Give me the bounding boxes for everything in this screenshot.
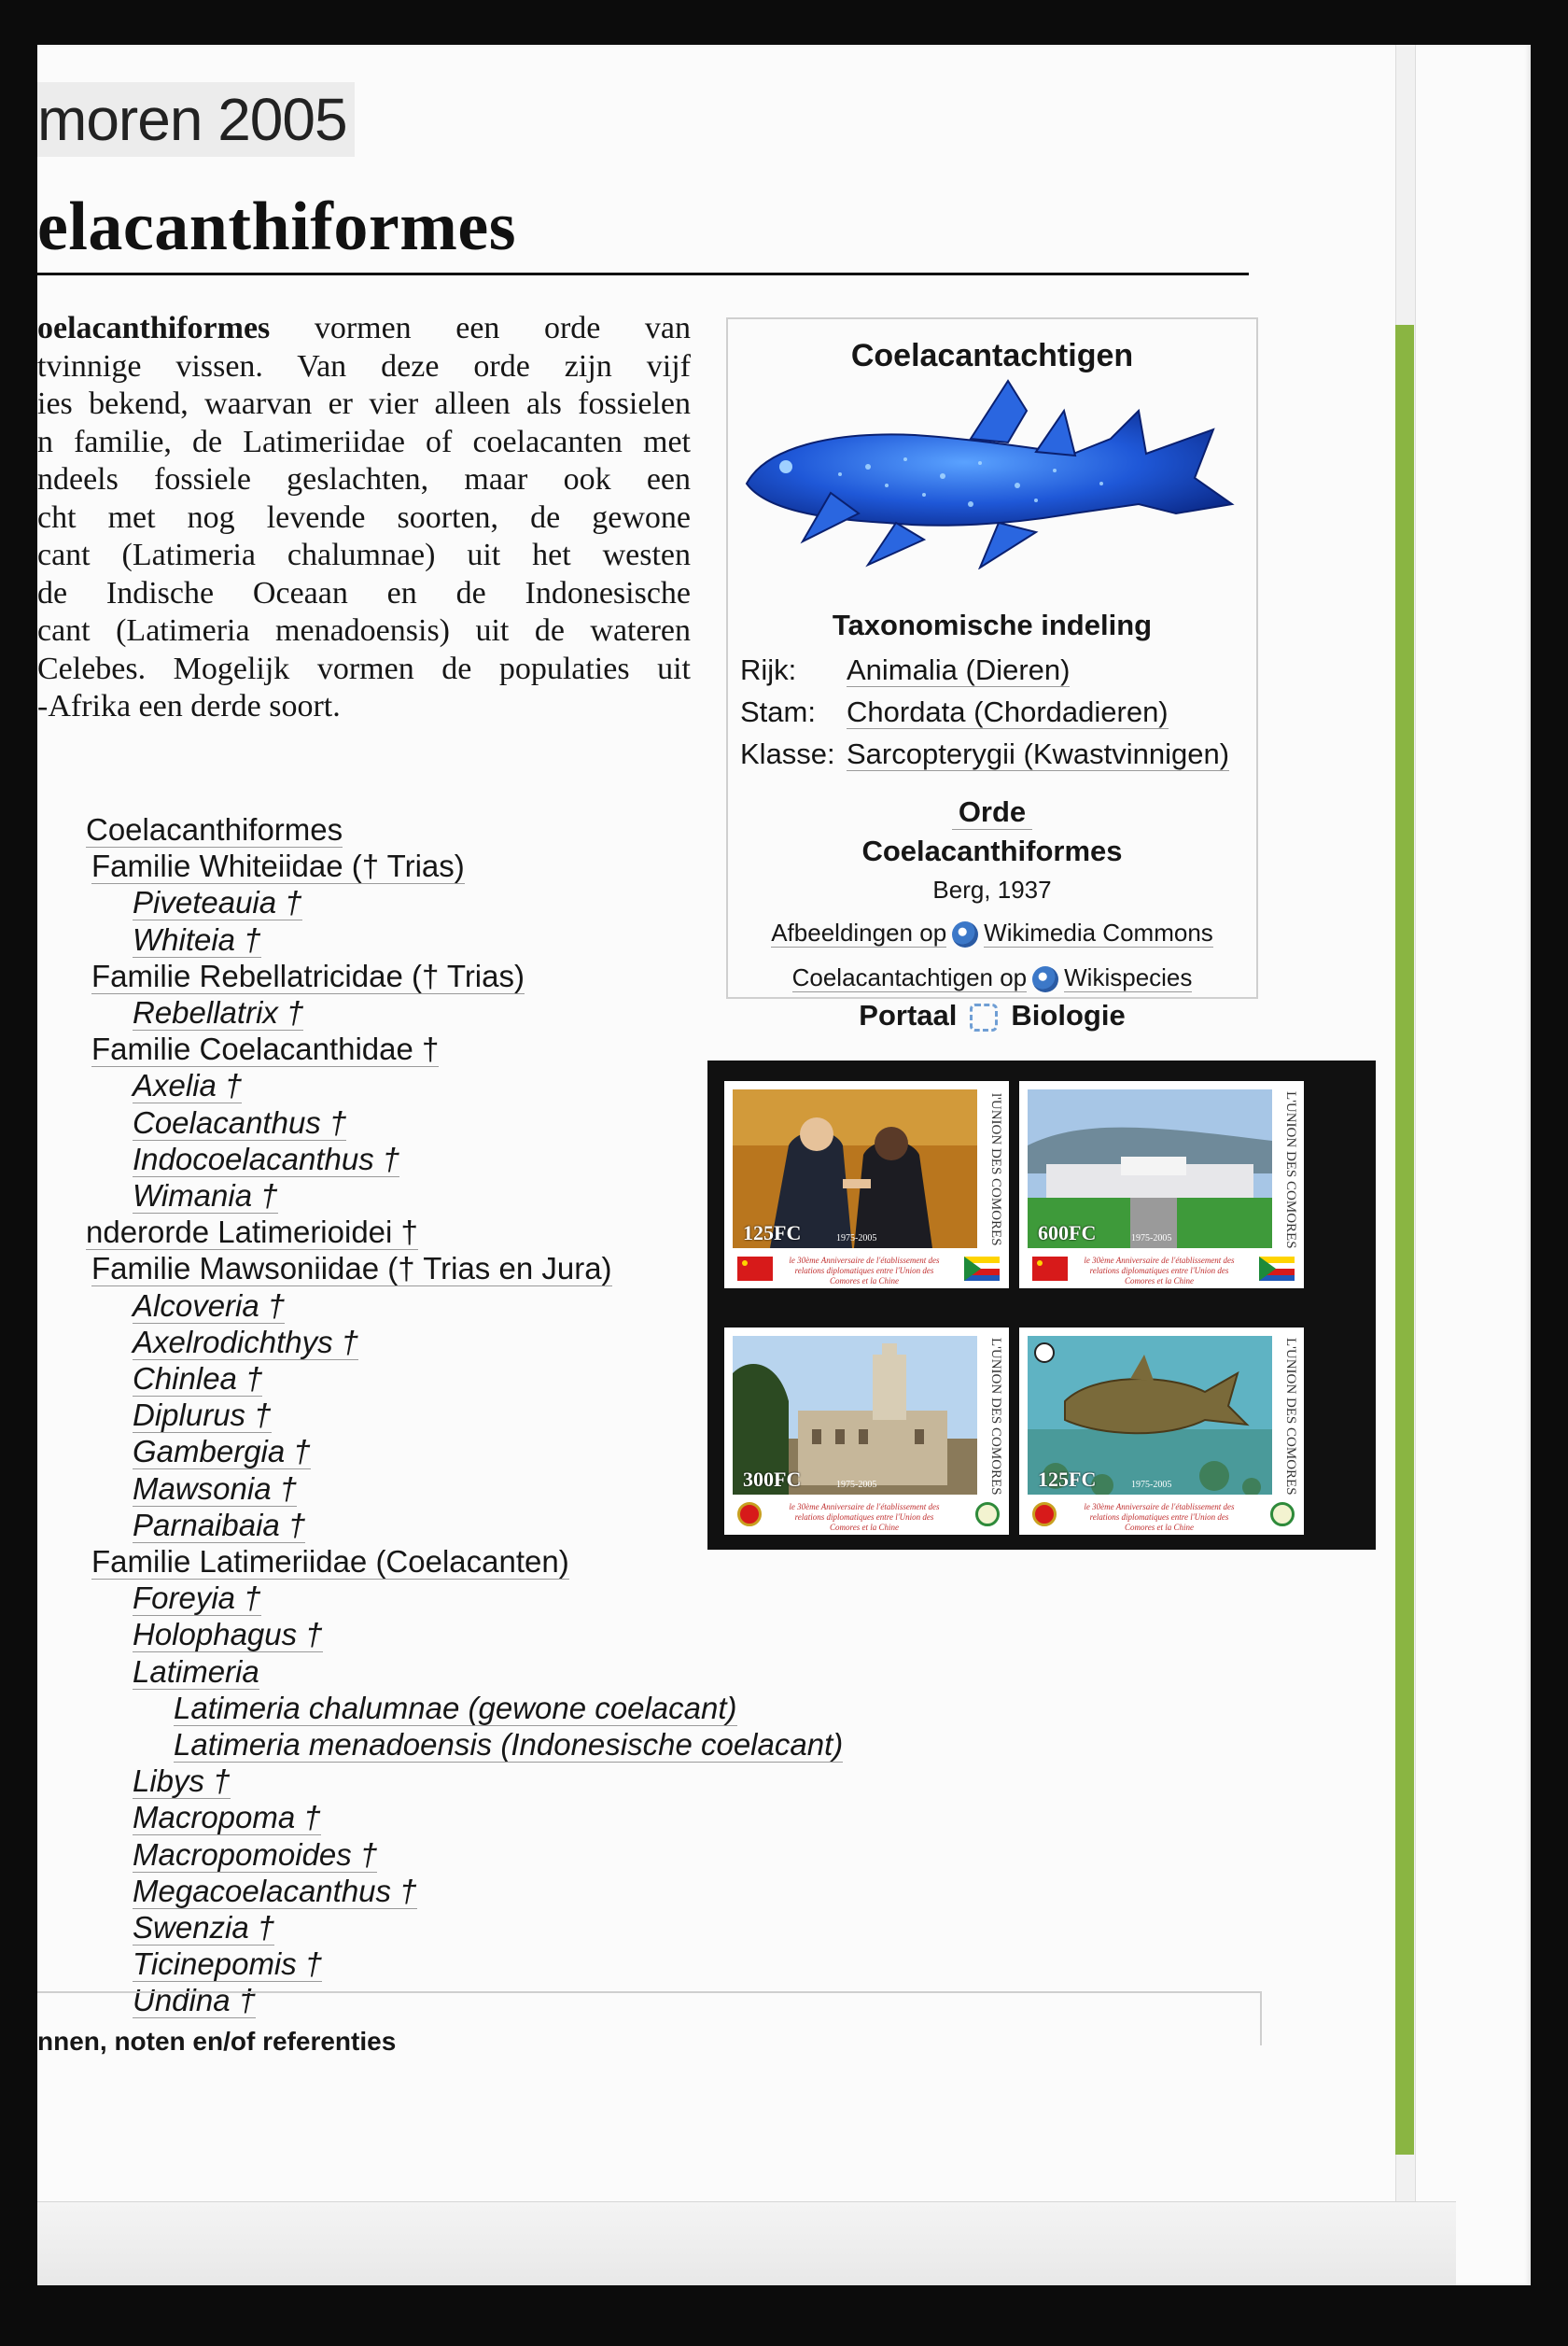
intro-text: n familie, de Latimeriidae of coelacanten met: [37, 424, 691, 459]
green-accent-bar: [1395, 325, 1414, 2155]
stamp-country: L'UNION DES COMORES: [988, 1337, 1003, 1496]
tree-item-label[interactable]: Mawsonia †: [133, 1470, 298, 1506]
wikispecies-link-pre[interactable]: Coelacantachtigen op: [791, 963, 1028, 991]
portal-link-row: [728, 999, 1256, 1033]
tree-item[interactable]: [133, 1471, 297, 1507]
tree-item[interactable]: [133, 995, 303, 1031]
commons-link[interactable]: Wikimedia Commons: [984, 919, 1213, 947]
tree-item-label[interactable]: Familie Latimeriidae (Coelacanten): [91, 1544, 569, 1579]
china-emblem-icon: [1032, 1502, 1057, 1526]
references-heading: nnen, noten en/of referenties: [37, 2027, 397, 2056]
intro-line: [37, 575, 691, 613]
tree-item-label[interactable]: Parnaibaia †: [133, 1507, 306, 1542]
stamp-block: [707, 1061, 1376, 1550]
taxobox: [726, 317, 1258, 1032]
tree-item-label[interactable]: Latimeria: [133, 1653, 259, 1689]
tree-item[interactable]: [133, 1178, 278, 1214]
intro-text: cant (Latimeria menadoensis) uit de wateren: [37, 613, 691, 648]
taxobox-orde-label[interactable]: Orde: [952, 795, 1032, 830]
intro-line: [37, 310, 691, 348]
tree-item-label[interactable]: Megacoelacanthus †: [133, 1873, 417, 1908]
stamp-country: L'UNION DES COMORES: [1283, 1090, 1298, 1249]
tree-item[interactable]: [133, 1325, 358, 1360]
taxobox-orde-name: Coelacanthiformes: [861, 835, 1123, 867]
taxobox-row-rijk: [740, 653, 1070, 687]
country-header: moren 2005: [37, 82, 355, 157]
puzzle-icon: [970, 1004, 998, 1032]
tree-item-label[interactable]: Axelrodichthys †: [133, 1324, 359, 1359]
tree-item[interactable]: [133, 1361, 262, 1397]
page-title: elacanthiformes: [37, 189, 517, 265]
tree-item-label[interactable]: Piveteauia †: [133, 885, 302, 920]
china-emblem-icon: [737, 1502, 762, 1526]
intro-text: vormen een orde van: [270, 311, 691, 345]
coelacanth-illustration: [728, 373, 1256, 569]
wikimedia-commons-icon: [952, 921, 978, 948]
intro-line: [37, 612, 691, 651]
tree-item-label[interactable]: Ticinepomis †: [133, 1946, 323, 1982]
taxobox-key: Stam:: [740, 695, 816, 728]
tree-item-label[interactable]: Foreyia †: [133, 1580, 261, 1616]
taxobox-key: Klasse:: [740, 738, 835, 770]
tree-item-label[interactable]: Macropoma †: [133, 1800, 321, 1835]
tree-item-label[interactable]: Familie Whiteiidae († Trias): [91, 849, 465, 884]
title-rule: [37, 273, 1249, 275]
stamp-country: L'UNION DES COMORES: [1283, 1337, 1298, 1496]
tree-item[interactable]: [133, 1068, 242, 1103]
comoros-seal-icon: [1270, 1502, 1295, 1526]
intro-line: [37, 651, 691, 689]
tree-item[interactable]: [174, 1727, 843, 1763]
tree-item[interactable]: [133, 1617, 323, 1652]
intro-line: [37, 688, 691, 726]
taxobox-title: Coelacantachtigen: [850, 338, 1134, 373]
tree-item-label[interactable]: Latimeria chalumnae (gewone coelacant): [174, 1690, 737, 1725]
intro-text: ndeels fossiele geslachten, maar ook een: [37, 462, 691, 497]
tree-item[interactable]: [133, 1398, 272, 1433]
stamp-caption: le 30ème Anniversaire de l'établissement des relations diplomatiques entre l'Union des Comores et la Chine: [789, 1502, 940, 1532]
portal-link[interactable]: Biologie: [1011, 999, 1126, 1032]
tree-item[interactable]: [91, 849, 465, 884]
tree-item[interactable]: [133, 1142, 399, 1177]
stamp-years: 1975-2005: [836, 1480, 877, 1490]
tree-item-label[interactable]: Diplurus †: [133, 1398, 272, 1433]
commons-link-pre[interactable]: Afbeeldingen op: [771, 919, 947, 947]
portal-label[interactable]: Portaal: [859, 999, 958, 1032]
tree-item-label[interactable]: Holophagus †: [133, 1617, 323, 1652]
tree-item-label[interactable]: Undina †: [133, 1983, 257, 2018]
stamp-value: 125FC: [1038, 1468, 1097, 1491]
taxobox-author: Berg, 1937: [932, 876, 1052, 904]
stamp-years: 1975-2005: [836, 1233, 877, 1243]
sleeve-edge: [37, 2201, 1456, 2285]
tree-item-label[interactable]: Coelacanthiformes: [86, 812, 343, 847]
taxobox-value-link[interactable]: Chordata (Chordadieren): [847, 695, 1169, 728]
tree-item-label[interactable]: Chinlea †: [133, 1361, 263, 1396]
stamp-caption: le 30ème Anniversaire de l'établissement des relations diplomatiques entre l'Union des Comores et la Chine: [1084, 1256, 1235, 1285]
tree-item[interactable]: [91, 1032, 439, 1067]
taxobox-value-link[interactable]: Animalia (Dieren): [847, 653, 1071, 686]
tree-item[interactable]: [86, 812, 343, 848]
tree-item[interactable]: [133, 1874, 417, 1909]
stamp-caption: le 30ème Anniversaire de l'établissement des relations diplomatiques entre l'Union des Comores et la Chine: [1084, 1502, 1235, 1532]
tree-item[interactable]: [133, 1654, 259, 1690]
tree-item[interactable]: [133, 885, 302, 920]
comoros-flag-icon: [1259, 1257, 1295, 1281]
tree-item[interactable]: [133, 1910, 274, 1946]
intro-text: cant (Latimeria chalumnae) uit het westen: [37, 538, 691, 572]
stamp-country: l'UNION DES COMORES: [988, 1093, 1003, 1246]
album-page: [37, 45, 1531, 2285]
comoros-flag-icon: [964, 1257, 1000, 1281]
tree-item[interactable]: [133, 1580, 261, 1616]
wikispecies-link-row: [728, 963, 1256, 992]
stamp-3: [724, 1328, 1009, 1535]
stamp-caption: le 30ème Anniversaire de l'établissement des relations diplomatiques entre l'Union des Comores et la Chine: [789, 1256, 940, 1285]
intro-text: de Indische Oceaan en de Indonesische: [37, 575, 691, 611]
tree-item[interactable]: [133, 1837, 377, 1873]
tree-item-label[interactable]: nderorde Latimerioidei †: [86, 1215, 418, 1250]
stamp-value: 300FC: [743, 1468, 802, 1491]
intro-line: [37, 537, 691, 575]
intro-line: [37, 499, 691, 538]
taxobox-row-stam: [740, 695, 1169, 729]
taxobox-row-klasse: [740, 738, 1229, 771]
tree-item-label[interactable]: Familie Rebellatricidae († Trias): [91, 958, 525, 993]
taxobox-key: Rijk:: [740, 653, 797, 686]
tree-item[interactable]: [91, 959, 525, 994]
stamp-4: [1019, 1328, 1304, 1535]
tree-item[interactable]: [91, 1544, 569, 1580]
tree-item[interactable]: [174, 1691, 737, 1726]
comoros-seal-icon: [975, 1502, 1000, 1526]
wikispecies-link[interactable]: Wikispecies: [1064, 963, 1193, 991]
tree-item-label[interactable]: Latimeria menadoensis (Indonesische coelacant): [174, 1727, 844, 1762]
china-flag-icon: [1032, 1257, 1068, 1281]
tree-item[interactable]: [133, 1946, 322, 1982]
intro-text: ies bekend, waarvan er vier alleen als fossielen: [37, 386, 691, 421]
tree-item[interactable]: [86, 1215, 418, 1250]
tree-item[interactable]: [133, 1105, 346, 1141]
tree-item[interactable]: [133, 1288, 285, 1324]
intro-line: [37, 348, 691, 386]
intro-text: tvinnige vissen. Van deze orde zijn vijf: [37, 348, 691, 384]
intro-text: -Afrika een derde soort.: [37, 689, 341, 723]
intro-text: Celebes. Mogelijk vormen de populaties uit: [37, 651, 691, 686]
stamp-1: [724, 1081, 1009, 1288]
stamp-value: 125FC: [743, 1221, 802, 1244]
tree-item[interactable]: [133, 922, 261, 958]
tree-item[interactable]: [133, 1763, 231, 1799]
taxobox-subtitle: Taxonomische indeling: [832, 609, 1153, 641]
taxobox-value-link[interactable]: Sarcopterygii (Kwastvinnigen): [847, 738, 1230, 770]
tree-item[interactable]: [133, 1800, 321, 1835]
tree-item[interactable]: [133, 1434, 311, 1469]
intro-paragraph: [37, 310, 691, 726]
wikispecies-icon: [1032, 966, 1058, 992]
tree-item-label[interactable]: Libys †: [133, 1763, 231, 1799]
intro-line: [37, 386, 691, 424]
tree-item-label[interactable]: Swenzia †: [133, 1910, 275, 1945]
tree-item-label[interactable]: Alcoveria †: [133, 1287, 286, 1323]
tree-item-label[interactable]: Coelacanthus †: [133, 1104, 347, 1140]
intro-line: [37, 461, 691, 499]
china-flag-icon: [737, 1257, 773, 1281]
tree-item[interactable]: [133, 1508, 305, 1543]
tree-item-label[interactable]: Familie Coelacanthidae †: [91, 1032, 440, 1067]
tree-item-label[interactable]: Wimania †: [133, 1178, 278, 1213]
stamp-years: 1975-2005: [1131, 1480, 1172, 1490]
tree-item-label[interactable]: Whiteia †: [133, 921, 261, 957]
intro-text: cht met nog levende soorten, de gewone: [37, 499, 691, 535]
tree-item-label[interactable]: Gambergia †: [133, 1434, 311, 1469]
tree-item-label[interactable]: Rebellatrix †: [133, 995, 304, 1030]
intro-bold-term: oelacanthiformes: [37, 311, 271, 345]
tree-item-label[interactable]: Indocoelacanthus †: [133, 1141, 400, 1176]
intro-line: [37, 424, 691, 462]
tree-item-label[interactable]: Macropomoides †: [133, 1836, 378, 1872]
commons-link-row: [728, 919, 1256, 948]
tree-item[interactable]: [91, 1251, 612, 1286]
tree-item-label[interactable]: Familie Mawsoniidae († Trias en Jura): [91, 1251, 612, 1286]
stamp-2: [1019, 1081, 1304, 1288]
tree-item-label[interactable]: Axelia †: [133, 1068, 243, 1103]
stamp-years: 1975-2005: [1131, 1233, 1172, 1243]
stamp-value: 600FC: [1038, 1221, 1097, 1244]
wwf-panda-icon: [1034, 1342, 1055, 1363]
